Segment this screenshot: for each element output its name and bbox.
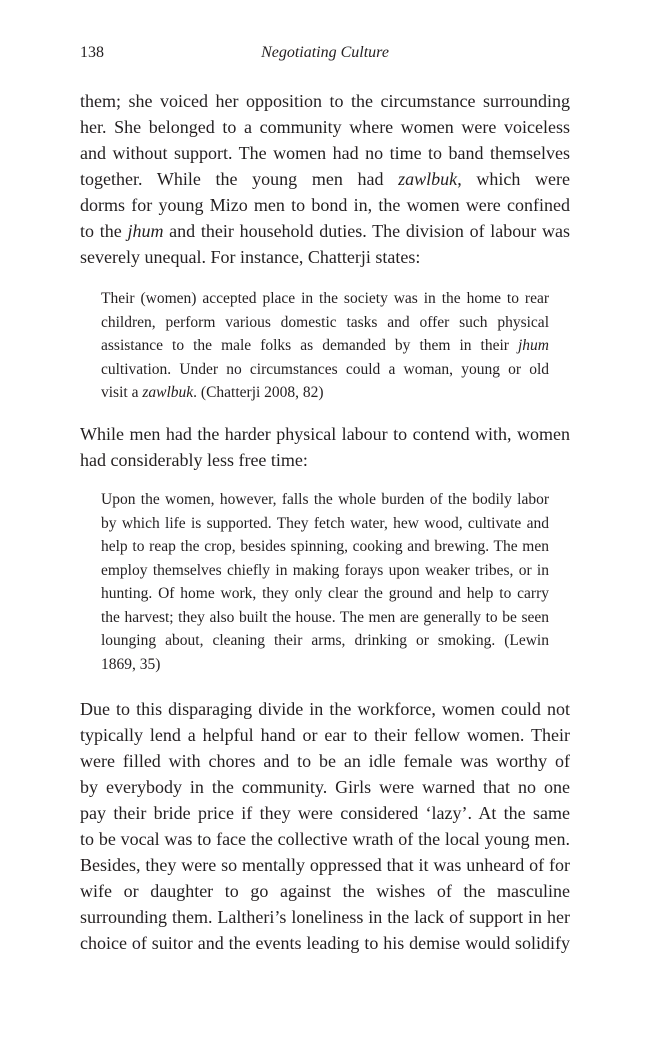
text-line	[101, 488, 549, 512]
italic-term: jhum	[127, 221, 164, 241]
text-line	[80, 696, 570, 722]
text-segment: assistance to the male folks as demanded by them in their	[101, 337, 518, 354]
text-segment: had considerably less free time:	[80, 450, 308, 470]
text-segment: to be vocal was to face the collective wrath of the local young men.	[80, 829, 570, 849]
text-segment: employ themselves chiefly in making forays upon weaker tribes, or in	[101, 561, 549, 579]
text-segment: and without support. The women had no time to band themselves	[80, 143, 570, 163]
text-line	[80, 800, 570, 826]
text-segment: together. While the young men had	[80, 169, 399, 189]
text-segment: Besides, they were so mentally oppressed that it was unheard of for	[80, 855, 570, 875]
text-segment: the harvest; they also built the house. The men are generally to be seen	[101, 608, 549, 626]
text-segment: cultivation. Under no circumstances could a woman, young or old	[101, 360, 549, 378]
page-number: 138	[80, 44, 104, 61]
text-segment: choice of suitor and the events leading to his demise would solidify	[80, 933, 570, 953]
text-line	[101, 381, 549, 405]
text-segment: lounging about, cleaning their arms, drinking or smoking. (Lewin	[101, 632, 549, 649]
text-segment: by everybody in the community. Girls were warned that no one	[80, 777, 570, 797]
text-line	[80, 930, 570, 956]
text-line	[101, 559, 549, 583]
text-line	[80, 166, 570, 192]
text-segment: typically lend a helpful hand or ear to their fellow women. Their	[80, 725, 570, 745]
text-segment: and their household duties. The division of labour was	[163, 221, 570, 241]
text-line	[101, 512, 549, 536]
paragraph-1	[80, 88, 570, 270]
text-line	[80, 218, 570, 244]
text-line	[101, 311, 549, 335]
text-line	[80, 904, 570, 930]
paragraph-2	[80, 421, 570, 473]
text-segment: While men had the harder physical labour to contend with, women	[80, 424, 570, 444]
text-segment: 1869, 35)	[101, 655, 161, 673]
text-segment: to the	[80, 221, 128, 241]
text-line	[101, 629, 549, 653]
text-line	[101, 358, 549, 382]
italic-term: jhum	[518, 337, 549, 354]
text-segment: Upon the women, however, falls the whole burden of the bodily labor	[101, 491, 549, 508]
text-line	[80, 722, 570, 748]
text-line	[80, 748, 570, 774]
italic-term: zawlbuk	[398, 169, 458, 189]
text-segment: , which were	[457, 169, 570, 189]
text-segment: Their (women) accepted place in the society was in the home to rear	[101, 290, 549, 307]
block-quote-1	[101, 287, 549, 405]
text-segment: . (Chatterji 2008, 82)	[193, 384, 324, 401]
text-segment: surrounding them. Laltheri’s loneliness in the lack of support in her	[80, 907, 570, 927]
text-segment: visit a	[101, 384, 143, 401]
text-segment: pay their bride price if they were considered ‘lazy’. At the same	[80, 803, 570, 823]
text-segment: severely unequal. For instance, Chatterji states:	[80, 247, 421, 267]
block-quote-2	[101, 488, 549, 676]
text-line	[80, 88, 570, 114]
text-segment: hunting. Of home work, they only clear the ground and help to carry	[101, 585, 549, 602]
text-segment: them; she voiced her opposition to the circumstance surrounding	[80, 91, 570, 111]
text-line	[80, 878, 570, 904]
running-head: Negotiating Culture	[261, 44, 389, 61]
text-segment: dorms for young Mizo men to bond in, the women were confined	[80, 195, 570, 215]
text-line	[80, 114, 570, 140]
text-segment: were filled with chores and to be an idle female was worthy of	[80, 751, 570, 771]
text-segment: wife or daughter to go against the wishes of the masculine	[80, 881, 570, 901]
text-segment: Due to this disparaging divide in the workforce, women could not	[80, 699, 570, 719]
text-line	[80, 447, 570, 473]
text-line	[101, 287, 549, 311]
text-line	[80, 421, 570, 447]
paragraph-3	[80, 696, 570, 956]
text-segment: help to reap the crop, besides spinning, cooking and brewing. The men	[101, 538, 549, 555]
text-line	[101, 535, 549, 559]
text-line	[80, 192, 570, 218]
text-segment: by which life is supported. They fetch water, hew wood, cultivate and	[101, 514, 549, 532]
text-segment: children, perform various domestic tasks and offer such physical	[101, 313, 549, 331]
italic-term: zawlbuk	[142, 384, 194, 401]
text-line	[80, 852, 570, 878]
text-line	[80, 244, 570, 270]
text-segment: her. She belonged to a community where women were voiceless	[80, 117, 570, 137]
text-line	[101, 606, 549, 630]
text-line	[101, 582, 549, 606]
text-line	[101, 334, 549, 358]
text-line	[101, 653, 549, 677]
text-line	[80, 774, 570, 800]
text-line	[80, 826, 570, 852]
text-line	[80, 140, 570, 166]
